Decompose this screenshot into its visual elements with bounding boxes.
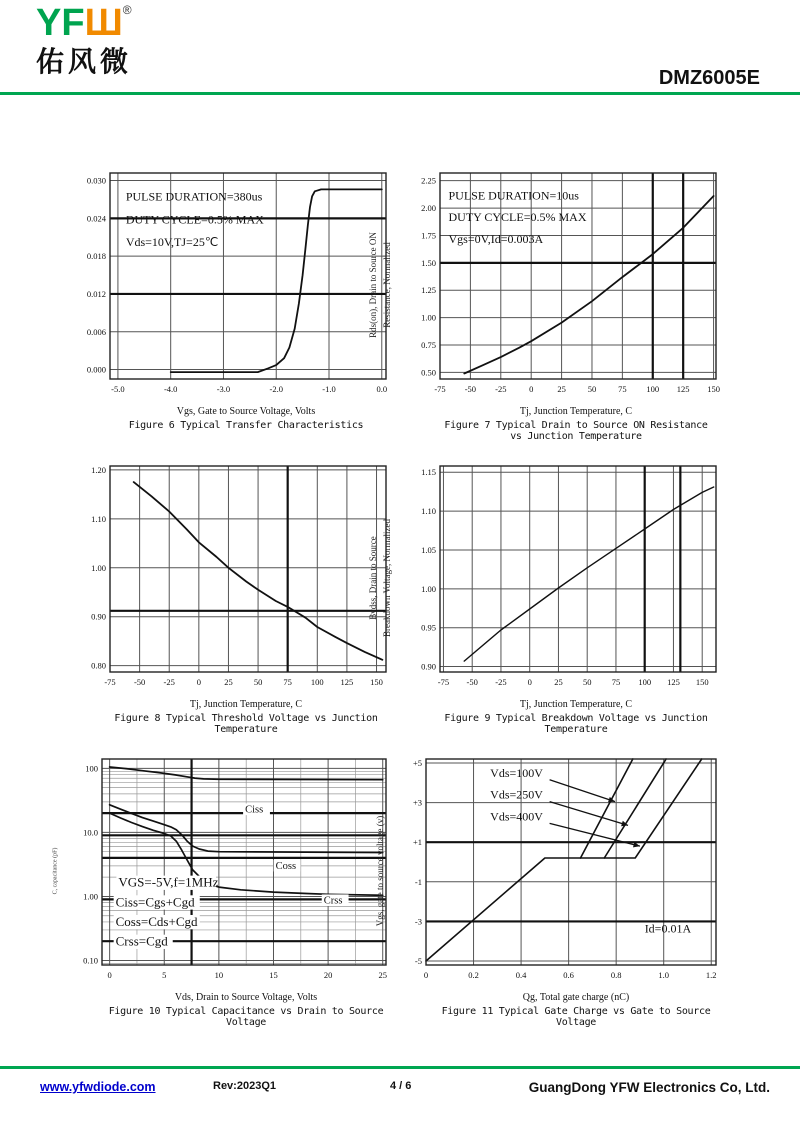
svg-text:0.8: 0.8 <box>610 970 622 980</box>
figure-8-plot <box>62 458 398 698</box>
svg-text:1.25: 1.25 <box>421 285 436 296</box>
figure-9 <box>370 458 800 735</box>
svg-text:1.00: 1.00 <box>91 562 106 573</box>
svg-text:0.6: 0.6 <box>563 970 574 980</box>
svg-text:75: 75 <box>611 677 621 687</box>
figure-7-ylabel: Rds(on), Drain to Source ON Resistance, Normalized <box>368 232 392 338</box>
svg-text:25: 25 <box>224 677 233 687</box>
svg-text:1.15: 1.15 <box>421 467 436 478</box>
svg-text:Ciss=Cgs+Cgd: Ciss=Cgs+Cgd <box>115 894 195 910</box>
svg-text:75: 75 <box>283 677 292 687</box>
svg-text:25: 25 <box>554 677 563 687</box>
svg-text:0.95: 0.95 <box>421 622 436 633</box>
svg-text:50: 50 <box>253 677 263 687</box>
svg-text:10.0: 10.0 <box>83 827 98 838</box>
svg-text:-5.0: -5.0 <box>111 384 125 394</box>
svg-text:-75: -75 <box>434 384 446 394</box>
svg-text:0.024: 0.024 <box>86 213 106 224</box>
svg-text:0: 0 <box>527 677 532 687</box>
svg-text:1.0: 1.0 <box>658 970 670 980</box>
figure-7-caption-line2: vs Junction Temperature <box>510 431 642 442</box>
svg-text:125: 125 <box>340 677 354 687</box>
svg-text:15: 15 <box>269 970 278 980</box>
figure-10-caption: Figure 10 Typical Capacitance vs Drain to Source Voltage <box>108 1006 384 1028</box>
svg-text:Coss=Cds+Cgd: Coss=Cds+Cgd <box>115 914 198 930</box>
svg-text:0.90: 0.90 <box>421 661 436 672</box>
svg-text:-1: -1 <box>414 876 422 887</box>
svg-text:-50: -50 <box>133 677 146 687</box>
part-number: DMZ6005E <box>658 67 760 89</box>
svg-text:2.25: 2.25 <box>421 175 436 186</box>
yfw-logo <box>36 4 132 80</box>
figure-11-xlabel: Qg, Total gate charge (nC) <box>522 992 630 1003</box>
svg-text:0: 0 <box>529 384 534 394</box>
svg-text:Vds=400V: Vds=400V <box>490 809 543 824</box>
svg-text:DUTY CYCLE=0.5% MAX: DUTY CYCLE=0.5% MAX <box>125 212 264 227</box>
svg-text:25: 25 <box>557 384 566 394</box>
svg-text:-25: -25 <box>163 677 175 687</box>
svg-text:Vds=250V: Vds=250V <box>490 787 543 802</box>
figure-8-xlabel: Tj, Junction Temperature, C <box>189 699 303 710</box>
svg-text:125: 125 <box>676 384 690 394</box>
svg-text:-75: -75 <box>104 677 116 687</box>
svg-text:1.2: 1.2 <box>705 970 717 980</box>
svg-text:10: 10 <box>214 970 224 980</box>
figure-9-caption: Figure 9 Typical Breakdown Voltage vs Junction Temperature <box>444 713 708 735</box>
svg-text:1.05: 1.05 <box>421 544 436 555</box>
svg-text:0.006: 0.006 <box>86 326 106 337</box>
footer-divider <box>0 1066 800 1069</box>
svg-text:0.90: 0.90 <box>91 611 106 622</box>
figure-9-ylabel-box <box>370 458 392 698</box>
svg-text:Crss=Cgd: Crss=Cgd <box>115 933 168 949</box>
logo-yf-text: YF <box>36 2 85 44</box>
yfw-logo-wordmark <box>36 4 132 42</box>
page-header <box>0 0 800 95</box>
svg-text:+5: +5 <box>412 757 422 768</box>
logo-mark-icon: Ш <box>84 2 123 44</box>
svg-text:-3: -3 <box>414 916 422 927</box>
figure-6-plot <box>62 165 398 405</box>
figure-10-ylabel-box <box>50 751 62 991</box>
svg-text:0.10: 0.10 <box>83 955 98 966</box>
svg-text:1.10: 1.10 <box>91 513 106 524</box>
svg-text:0.012: 0.012 <box>86 288 106 299</box>
company-name: GuangDong YFW Electronics Co, Ltd. <box>528 1080 770 1095</box>
figure-7-caption: Figure 7 Typical Drain to Source ON Resistance <box>444 420 708 431</box>
figure-7-ylabel-box <box>370 165 392 405</box>
svg-text:0.030: 0.030 <box>86 175 106 186</box>
svg-text:DUTY CYCLE=0.5% MAX: DUTY CYCLE=0.5% MAX <box>448 210 587 225</box>
svg-text:150: 150 <box>370 677 383 687</box>
revision-label: Rev:2023Q1 <box>213 1080 276 1092</box>
registered-trademark-icon: ® <box>122 3 132 17</box>
figure-11 <box>370 751 800 1028</box>
svg-text:-4.0: -4.0 <box>163 384 178 394</box>
charts-grid <box>0 95 800 1028</box>
svg-text:5: 5 <box>162 970 167 980</box>
figure-9-plot <box>392 458 728 698</box>
svg-text:0.018: 0.018 <box>86 251 106 262</box>
svg-text:25: 25 <box>378 970 387 980</box>
svg-text:50: 50 <box>587 384 597 394</box>
figure-6-caption: Figure 6 Typical Transfer Characteristics <box>128 420 364 431</box>
svg-text:VGS=-5V,f=1MHz: VGS=-5V,f=1MHz <box>118 874 219 890</box>
page-footer <box>0 1080 800 1100</box>
svg-text:-2.0: -2.0 <box>269 384 283 394</box>
svg-text:125: 125 <box>667 677 680 687</box>
svg-text:0: 0 <box>196 677 201 687</box>
figure-8-caption: Figure 8 Typical Threshold Voltage vs Junction Temperature <box>114 713 378 735</box>
figure-7-plot <box>392 165 728 405</box>
svg-text:-1.0: -1.0 <box>322 384 336 394</box>
figure-6-xlabel: Vgs, Gate to Source Voltage, Volts <box>176 406 316 417</box>
svg-text:-50: -50 <box>464 384 477 394</box>
svg-text:150: 150 <box>707 384 720 394</box>
svg-text:0: 0 <box>423 970 429 980</box>
svg-text:100: 100 <box>646 384 660 394</box>
figure-9-xlabel: Tj, Junction Temperature, C <box>519 699 633 710</box>
svg-text:Vds=10V,TJ=25℃: Vds=10V,TJ=25℃ <box>125 235 219 250</box>
svg-text:0.4: 0.4 <box>515 970 527 980</box>
figure-10-ylabel: C, capacitance (pF) <box>52 847 59 895</box>
svg-text:0.0: 0.0 <box>376 384 388 394</box>
svg-text:Vds=100V: Vds=100V <box>490 765 543 780</box>
svg-text:-25: -25 <box>495 384 507 394</box>
svg-text:PULSE DURATION=380us: PULSE DURATION=380us <box>125 189 263 204</box>
svg-text:Id=0.01A: Id=0.01A <box>644 921 692 936</box>
figure-9-ylabel: Bvdss, Drain to Source Breakdown Voltage, Normalized <box>368 519 392 637</box>
svg-text:1.50: 1.50 <box>421 257 436 268</box>
svg-text:-5: -5 <box>414 956 422 967</box>
svg-text:2.00: 2.00 <box>421 203 436 214</box>
svg-text:20: 20 <box>323 970 333 980</box>
figure-7-xlabel: Tj, Junction Temperature, C <box>519 406 633 417</box>
figure-11-ylabel-box <box>370 751 392 991</box>
figure-10-plot <box>62 751 398 991</box>
svg-text:Ciss: Ciss <box>245 804 264 816</box>
svg-text:1.00: 1.00 <box>421 583 436 594</box>
svg-text:0: 0 <box>107 970 112 980</box>
svg-text:-50: -50 <box>466 677 478 687</box>
svg-text:0.2: 0.2 <box>468 970 479 980</box>
svg-text:-25: -25 <box>495 677 507 687</box>
svg-text:-3.0: -3.0 <box>216 384 231 394</box>
svg-text:Coss: Coss <box>275 860 297 872</box>
page-number: 4 / 6 <box>390 1080 412 1092</box>
svg-text:0.000: 0.000 <box>86 364 106 375</box>
figure-11-plot <box>392 751 728 991</box>
svg-text:1.75: 1.75 <box>421 230 436 241</box>
svg-text:75: 75 <box>618 384 627 394</box>
svg-text:100: 100 <box>310 677 324 687</box>
svg-text:-75: -75 <box>437 677 450 687</box>
svg-text:100: 100 <box>638 677 652 687</box>
svg-text:100: 100 <box>85 763 98 774</box>
svg-text:PULSE DURATION=10us: PULSE DURATION=10us <box>448 188 579 203</box>
svg-text:0.80: 0.80 <box>91 660 106 671</box>
figure-10-xlabel: Vds, Drain to Source Voltage, Volts <box>174 992 318 1003</box>
svg-text:Crss: Crss <box>323 895 343 907</box>
svg-text:1.00: 1.00 <box>421 312 436 323</box>
svg-text:+1: +1 <box>412 837 422 848</box>
figure-11-ylabel: Vgs, gate to source voltage (v) <box>375 815 386 927</box>
svg-text:Vgs=0V,Id=0.003A: Vgs=0V,Id=0.003A <box>448 232 544 247</box>
svg-text:0.50: 0.50 <box>421 367 436 378</box>
yfw-logo-chinese: 佑风微 <box>36 46 133 77</box>
svg-text:1.10: 1.10 <box>421 506 436 517</box>
svg-text:150: 150 <box>695 677 709 687</box>
svg-text:1.20: 1.20 <box>91 464 106 475</box>
website-link[interactable]: www.yfwdiode.com <box>40 1080 156 1094</box>
svg-text:0.75: 0.75 <box>421 340 436 351</box>
figure-11-caption: Figure 11 Typical Gate Charge vs Gate to Source Voltage <box>441 1006 711 1028</box>
figure-7 <box>370 165 800 442</box>
svg-text:1.00: 1.00 <box>83 891 98 902</box>
svg-text:+3: +3 <box>412 797 422 808</box>
svg-text:50: 50 <box>582 677 592 687</box>
